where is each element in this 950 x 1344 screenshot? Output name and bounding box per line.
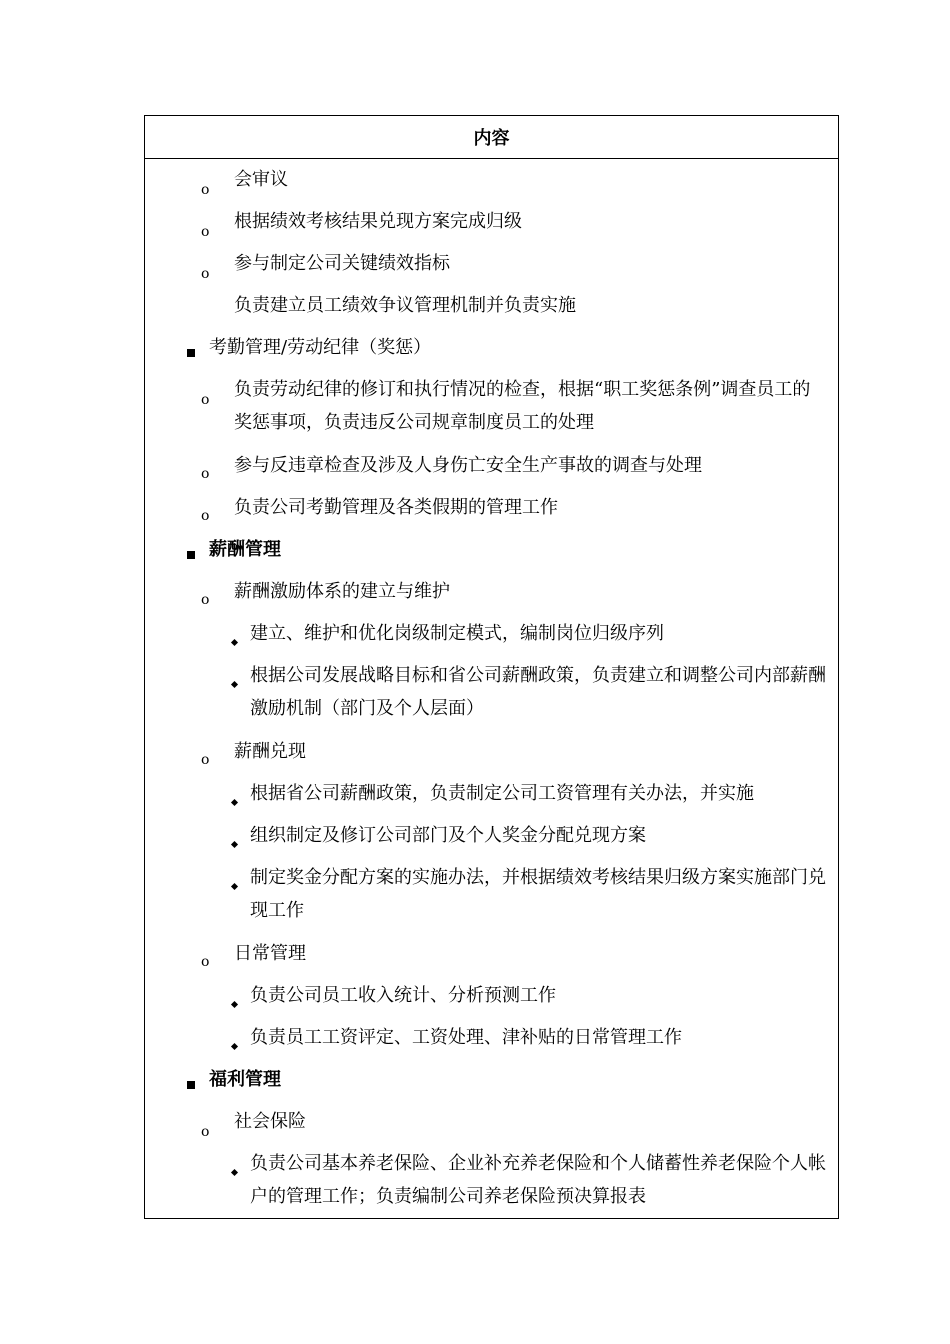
diamond-bullet-icon bbox=[231, 799, 238, 806]
diamond-bullet-icon bbox=[231, 883, 238, 890]
list-item: 根据绩效考核结果兑现方案完成归级 bbox=[234, 211, 522, 232]
circle-bullet-icon: o bbox=[201, 954, 210, 970]
content-table bbox=[144, 115, 839, 1219]
list-item: 组织制定及修订公司部门及个人奖金分配兑现方案 bbox=[250, 825, 646, 846]
list-item: 负责建立员工绩效争议管理机制并负责实施 bbox=[234, 295, 576, 316]
list-item: 负责劳动纪律的修订和执行情况的检查，根据“职工奖惩条例”调查员工的奖惩事项，负责违反公司规章制度员工的处理 bbox=[234, 379, 811, 433]
list-item: 负责公司考勤管理及各类假期的管理工作 bbox=[234, 497, 558, 518]
list-item: 根据省公司薪酬政策，负责制定公司工资管理有关办法，并实施 bbox=[250, 783, 754, 804]
list-item: 参与制定公司关键绩效指标 bbox=[234, 253, 450, 274]
diamond-bullet-icon bbox=[231, 1043, 238, 1050]
square-bullet-icon bbox=[187, 349, 195, 357]
square-bullet-icon bbox=[187, 1081, 195, 1089]
list-item: 会审议 bbox=[234, 169, 288, 190]
diamond-bullet-icon bbox=[231, 841, 238, 848]
circle-bullet-icon: o bbox=[201, 752, 210, 768]
list-item: 薪酬兑现 bbox=[234, 741, 306, 762]
list-item: 负责员工工资评定、工资处理、津补贴的日常管理工作 bbox=[250, 1027, 682, 1048]
list-item: 薪酬激励体系的建立与维护 bbox=[234, 581, 450, 602]
list-item: 根据公司发展战略目标和省公司薪酬政策，负责建立和调整公司内部薪酬激励机制（部门及个人层面） bbox=[250, 665, 826, 719]
list-item: 负责公司员工收入统计、分析预测工作 bbox=[250, 985, 556, 1006]
table-header bbox=[145, 116, 838, 159]
section-heading: 福利管理 bbox=[209, 1069, 281, 1090]
circle-bullet-icon: o bbox=[201, 592, 210, 608]
section-heading: 考勤管理/劳动纪律（奖惩） bbox=[209, 337, 432, 358]
circle-bullet-icon: o bbox=[201, 182, 210, 198]
square-bullet-icon bbox=[187, 551, 195, 559]
circle-bullet-icon: o bbox=[201, 508, 210, 524]
section-heading: 薪酬管理 bbox=[209, 539, 281, 560]
diamond-bullet-icon bbox=[231, 681, 238, 688]
circle-bullet-icon: o bbox=[201, 466, 210, 482]
header-title: 内容 bbox=[473, 128, 510, 149]
list-item: 日常管理 bbox=[234, 943, 306, 964]
diamond-bullet-icon bbox=[231, 639, 238, 646]
circle-bullet-icon: o bbox=[201, 392, 210, 408]
list-item: 参与反违章检查及涉及人身伤亡安全生产事故的调查与处理 bbox=[234, 455, 702, 476]
circle-bullet-icon: o bbox=[201, 266, 210, 282]
list-item: 社会保险 bbox=[234, 1111, 306, 1132]
list-item: 制定奖金分配方案的实施办法，并根据绩效考核结果归级方案实施部门兑现工作 bbox=[250, 867, 826, 921]
list-item: 负责公司基本养老保险、企业补充养老保险和个人储蓄性养老保险个人帐户的管理工作；负责编制公司养老保险预决算报表 bbox=[250, 1153, 826, 1207]
diamond-bullet-icon bbox=[231, 1001, 238, 1008]
circle-bullet-icon: o bbox=[201, 224, 210, 240]
circle-bullet-icon: o bbox=[201, 1124, 210, 1140]
diamond-bullet-icon bbox=[231, 1169, 238, 1176]
list-item: 建立、维护和优化岗级制定模式，编制岗位归级序列 bbox=[250, 623, 664, 644]
